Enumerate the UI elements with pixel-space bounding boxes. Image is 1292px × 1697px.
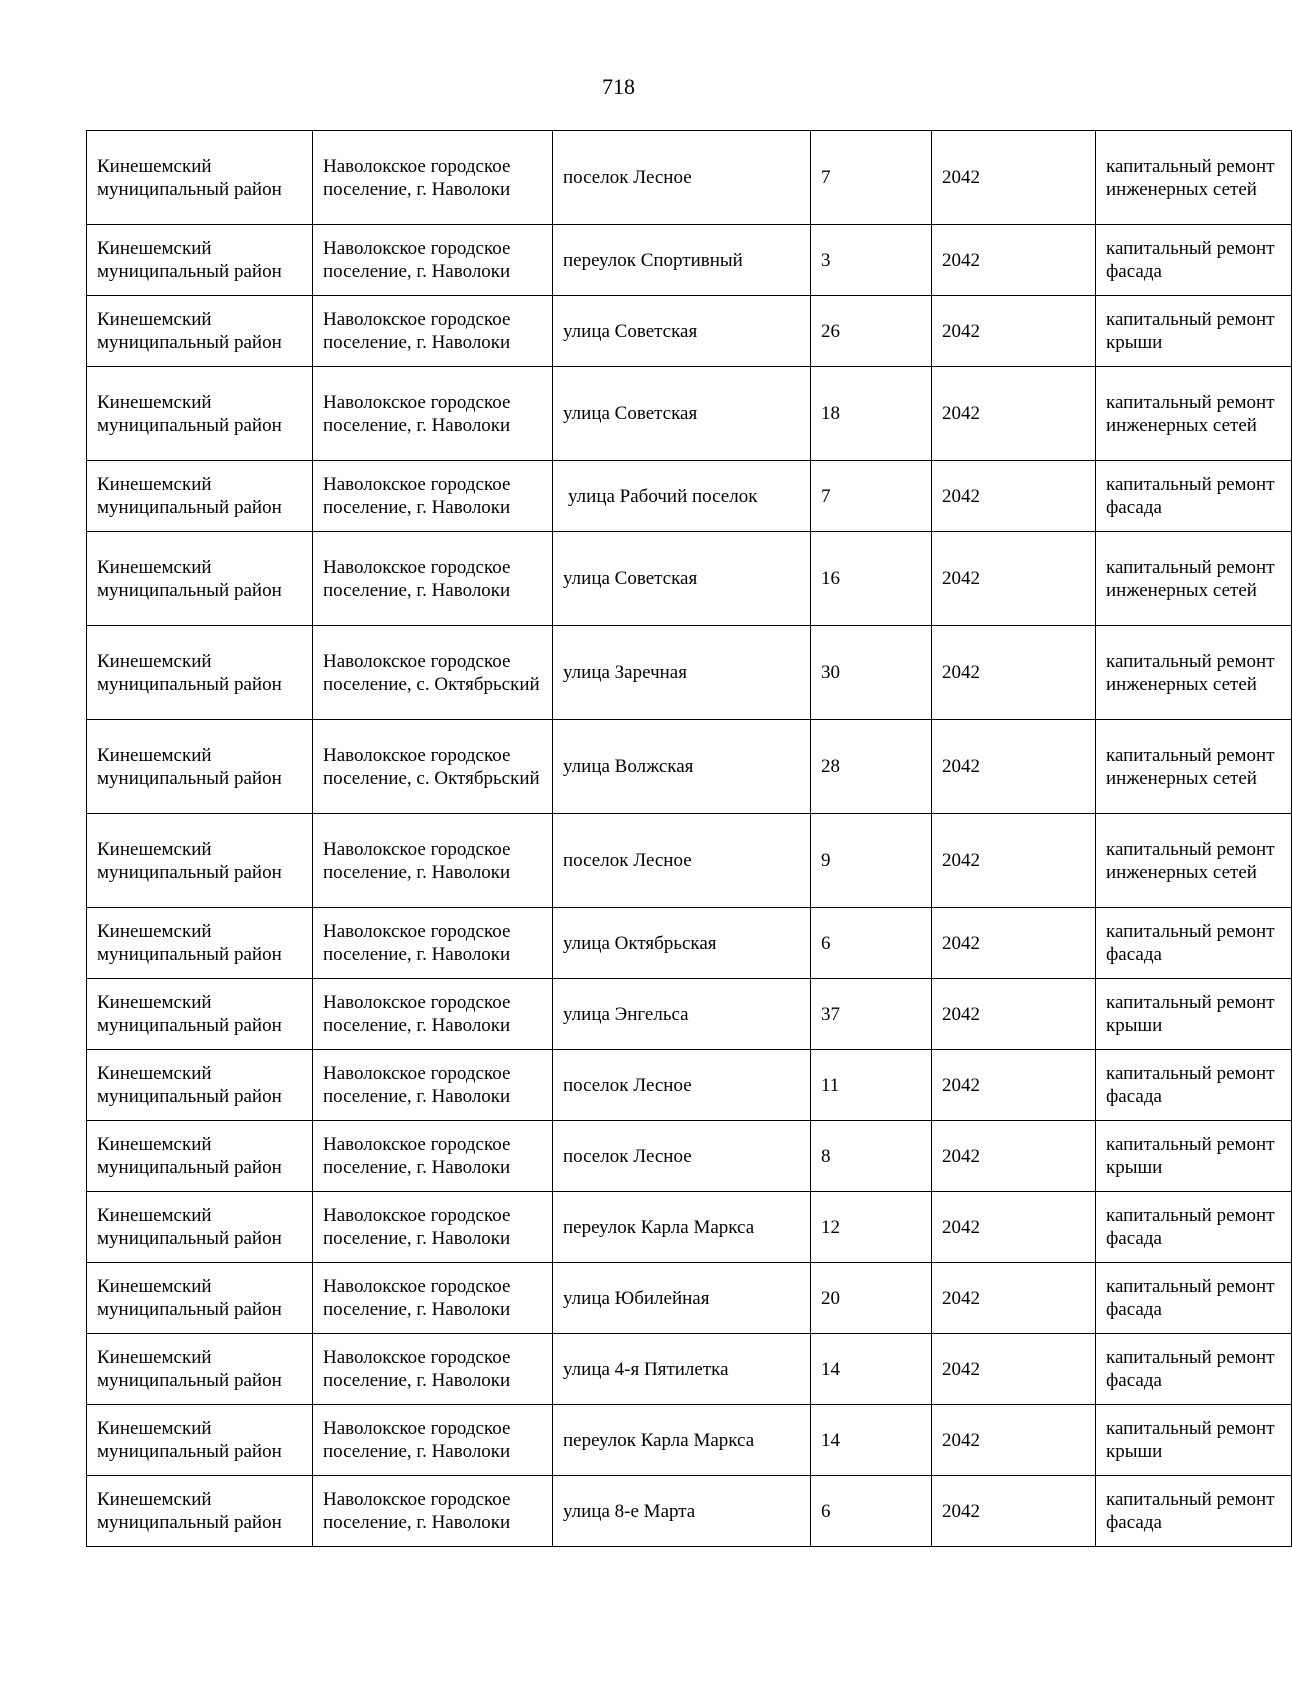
table-row [87, 814, 1292, 908]
work-type-cell: капитальный ремонт инженерных сетей [1096, 532, 1292, 626]
street-cell: переулок Карла Маркса [553, 1192, 811, 1263]
municipality-cell: Кинешемский муниципальный район [87, 626, 313, 720]
table-row [87, 532, 1292, 626]
street-cell: поселок Лесное [553, 1121, 811, 1192]
table-row [87, 1334, 1292, 1405]
house-number-cell: 37 [811, 979, 932, 1050]
municipality-cell: Кинешемский муниципальный район [87, 720, 313, 814]
settlement-cell: Наволокское городское поселение, г. Наволоки [313, 814, 553, 908]
settlement-cell: Наволокское городское поселение, г. Наволоки [313, 1192, 553, 1263]
table-row [87, 1263, 1292, 1334]
table-row [87, 720, 1292, 814]
municipality-cell: Кинешемский муниципальный район [87, 1405, 313, 1476]
year-cell: 2042 [932, 979, 1096, 1050]
page-number: 718 [602, 74, 635, 99]
house-number-cell: 3 [811, 225, 932, 296]
settlement-cell: Наволокское городское поселение, г. Наволоки [313, 461, 553, 532]
house-number-cell: 28 [811, 720, 932, 814]
year-cell: 2042 [932, 720, 1096, 814]
year-cell: 2042 [932, 367, 1096, 461]
street-cell: переулок Спортивный [553, 225, 811, 296]
settlement-cell: Наволокское городское поселение, г. Наволоки [313, 296, 553, 367]
house-number-cell: 20 [811, 1263, 932, 1334]
repair-schedule-table [86, 130, 1292, 1547]
municipality-cell: Кинешемский муниципальный район [87, 908, 313, 979]
year-cell: 2042 [932, 908, 1096, 979]
work-type-cell: капитальный ремонт фасада [1096, 225, 1292, 296]
table-row [87, 1192, 1292, 1263]
house-number-cell: 14 [811, 1334, 932, 1405]
work-type-cell: капитальный ремонт крыши [1096, 979, 1292, 1050]
table-row [87, 461, 1292, 532]
street-cell: улица 8-е Марта [553, 1476, 811, 1547]
municipality-cell: Кинешемский муниципальный район [87, 1263, 313, 1334]
year-cell: 2042 [932, 296, 1096, 367]
table-row [87, 626, 1292, 720]
year-cell: 2042 [932, 532, 1096, 626]
work-type-cell: капитальный ремонт фасада [1096, 1263, 1292, 1334]
settlement-cell: Наволокское городское поселение, г. Наволоки [313, 131, 553, 225]
work-type-cell: капитальный ремонт фасада [1096, 1192, 1292, 1263]
work-type-cell: капитальный ремонт фасада [1096, 461, 1292, 532]
settlement-cell: Наволокское городское поселение, г. Наволоки [313, 908, 553, 979]
house-number-cell: 26 [811, 296, 932, 367]
street-cell: улица Энгельса [553, 979, 811, 1050]
year-cell: 2042 [932, 1192, 1096, 1263]
table-row [87, 1476, 1292, 1547]
house-number-cell: 6 [811, 1476, 932, 1547]
table-row [87, 131, 1292, 225]
street-text: улица Рабочий поселок [568, 485, 758, 507]
table-row [87, 1121, 1292, 1192]
municipality-cell: Кинешемский муниципальный район [87, 1121, 313, 1192]
year-cell: 2042 [932, 1050, 1096, 1121]
street-cell: улица Заречная [553, 626, 811, 720]
municipality-cell: Кинешемский муниципальный район [87, 461, 313, 532]
work-type-cell: капитальный ремонт инженерных сетей [1096, 131, 1292, 225]
street-cell: улица Советская [553, 296, 811, 367]
year-cell: 2042 [932, 131, 1096, 225]
work-type-cell: капитальный ремонт фасада [1096, 1476, 1292, 1547]
settlement-cell: Наволокское городское поселение, г. Наволоки [313, 532, 553, 626]
house-number-cell: 6 [811, 908, 932, 979]
year-cell: 2042 [932, 1334, 1096, 1405]
work-type-cell: капитальный ремонт инженерных сетей [1096, 720, 1292, 814]
house-number-cell: 12 [811, 1192, 932, 1263]
street-cell: улица Советская [553, 367, 811, 461]
house-number-cell: 7 [811, 131, 932, 225]
municipality-cell: Кинешемский муниципальный район [87, 225, 313, 296]
year-cell: 2042 [932, 1263, 1096, 1334]
street-cell: переулок Карла Маркса [553, 1405, 811, 1476]
municipality-cell: Кинешемский муниципальный район [87, 814, 313, 908]
municipality-cell: Кинешемский муниципальный район [87, 1476, 313, 1547]
work-type-cell: капитальный ремонт инженерных сетей [1096, 367, 1292, 461]
street-cell: улица Юбилейная [553, 1263, 811, 1334]
municipality-cell: Кинешемский муниципальный район [87, 296, 313, 367]
year-cell: 2042 [932, 1121, 1096, 1192]
municipality-cell: Кинешемский муниципальный район [87, 979, 313, 1050]
house-number-cell: 9 [811, 814, 932, 908]
house-number-cell: 8 [811, 1121, 932, 1192]
municipality-cell: Кинешемский муниципальный район [87, 532, 313, 626]
street-cell: улица 4-я Пятилетка [553, 1334, 811, 1405]
settlement-cell: Наволокское городское поселение, г. Наволоки [313, 367, 553, 461]
year-cell: 2042 [932, 626, 1096, 720]
street-cell [553, 461, 811, 532]
work-type-cell: капитальный ремонт фасада [1096, 908, 1292, 979]
work-type-cell: капитальный ремонт инженерных сетей [1096, 814, 1292, 908]
street-cell: поселок Лесное [553, 814, 811, 908]
street-cell: улица Октябрьская [553, 908, 811, 979]
table-row [87, 1405, 1292, 1476]
settlement-cell: Наволокское городское поселение, г. Наволоки [313, 1476, 553, 1547]
year-cell: 2042 [932, 1476, 1096, 1547]
settlement-cell: Наволокское городское поселение, с. Октябрьский [313, 626, 553, 720]
work-type-cell: капитальный ремонт крыши [1096, 296, 1292, 367]
settlement-cell: Наволокское городское поселение, г. Наволоки [313, 1334, 553, 1405]
year-cell: 2042 [932, 1405, 1096, 1476]
house-number-cell: 7 [811, 461, 932, 532]
work-type-cell: капитальный ремонт крыши [1096, 1121, 1292, 1192]
work-type-cell: капитальный ремонт фасада [1096, 1334, 1292, 1405]
house-number-cell: 16 [811, 532, 932, 626]
settlement-cell: Наволокское городское поселение, г. Наволоки [313, 1263, 553, 1334]
settlement-cell: Наволокское городское поселение, г. Наволоки [313, 1121, 553, 1192]
municipality-cell: Кинешемский муниципальный район [87, 1334, 313, 1405]
settlement-cell: Наволокское городское поселение, г. Наволоки [313, 979, 553, 1050]
year-cell: 2042 [932, 461, 1096, 532]
table-row [87, 1050, 1292, 1121]
municipality-cell: Кинешемский муниципальный район [87, 367, 313, 461]
house-number-cell: 11 [811, 1050, 932, 1121]
municipality-cell: Кинешемский муниципальный район [87, 131, 313, 225]
house-number-cell: 30 [811, 626, 932, 720]
municipality-cell: Кинешемский муниципальный район [87, 1050, 313, 1121]
street-cell: улица Волжская [553, 720, 811, 814]
settlement-cell: Наволокское городское поселение, г. Наволоки [313, 1050, 553, 1121]
table-row [87, 367, 1292, 461]
table-row [87, 296, 1292, 367]
work-type-cell: капитальный ремонт фасада [1096, 1050, 1292, 1121]
settlement-cell: Наволокское городское поселение, с. Октябрьский [313, 720, 553, 814]
house-number-cell: 14 [811, 1405, 932, 1476]
work-type-cell: капитальный ремонт инженерных сетей [1096, 626, 1292, 720]
municipality-cell: Кинешемский муниципальный район [87, 1192, 313, 1263]
year-cell: 2042 [932, 814, 1096, 908]
settlement-cell: Наволокское городское поселение, г. Наволоки [313, 1405, 553, 1476]
table-row [87, 979, 1292, 1050]
table-body [87, 131, 1292, 1547]
work-type-cell: капитальный ремонт крыши [1096, 1405, 1292, 1476]
street-cell: поселок Лесное [553, 1050, 811, 1121]
street-cell: улица Советская [553, 532, 811, 626]
settlement-cell: Наволокское городское поселение, г. Наволоки [313, 225, 553, 296]
table-row [87, 225, 1292, 296]
table-row [87, 908, 1292, 979]
street-cell: поселок Лесное [553, 131, 811, 225]
year-cell: 2042 [932, 225, 1096, 296]
house-number-cell: 18 [811, 367, 932, 461]
